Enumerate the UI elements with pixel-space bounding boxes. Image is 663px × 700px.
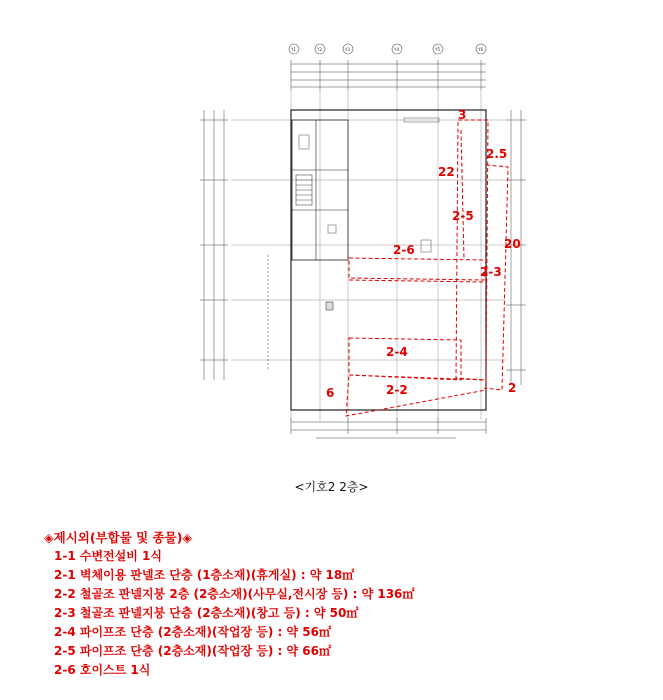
axis-label: Y6 <box>478 47 483 52</box>
area-label: 6 <box>326 386 335 400</box>
legend-heading: ◈제시외(부합물 및 종물)◈ <box>44 530 193 545</box>
legend-item: 2-5 파이프조 단층 (2층소재)(작업장 등) : 약 66㎡ <box>54 644 331 658</box>
area-label: 2-5 <box>452 209 474 223</box>
drawing-caption: <기호2 2층> <box>294 480 369 494</box>
area-label: 2-3 <box>480 265 502 279</box>
structural-grid <box>231 90 506 420</box>
legend-item: 1-1 수변전설비 1식 <box>54 549 162 563</box>
annex-legend <box>44 528 644 680</box>
area-label: 2-2 <box>386 383 408 397</box>
area-label: 22 <box>438 165 455 179</box>
axis-label: Y1 <box>291 47 296 52</box>
legend-item: 2-3 철골조 판넬지붕 단층 (2층소재)(창고 등) : 약 50㎡ <box>54 606 359 620</box>
axis-label: Y5 <box>435 47 440 52</box>
area-label: 20 <box>504 237 521 251</box>
area-labels <box>326 108 521 400</box>
legend-item: 2-6 호이스트 1식 <box>54 663 151 677</box>
area-label: 3 <box>458 108 467 122</box>
area-label: 2.5 <box>486 147 508 161</box>
area-label: 2-6 <box>393 243 415 257</box>
left-dimension-lines <box>200 110 228 380</box>
axis-label: Y3 <box>345 47 350 52</box>
area-label: 2-4 <box>386 345 408 359</box>
top-dimension-lines <box>291 60 486 90</box>
floor-plan-drawing <box>186 40 546 450</box>
legend-item: 2-4 파이프조 단층 (2층소재)(작업장 등) : 약 56㎡ <box>54 625 331 639</box>
axis-label: Y2 <box>317 47 322 52</box>
legend-item: 2-1 벽체이용 판넬조 단층 (1층소재)(휴게실) : 약 18㎡ <box>54 568 355 582</box>
legend-item: 2-2 철골조 판넬지붕 2층 (2층소재)(사무실,전시장 등) : 약 136㎡ <box>54 587 415 601</box>
area-label: 2 <box>508 381 517 395</box>
bottom-dimension-lines <box>291 418 486 438</box>
grid-axis-labels <box>290 47 483 52</box>
axis-label: Y4 <box>394 47 399 52</box>
